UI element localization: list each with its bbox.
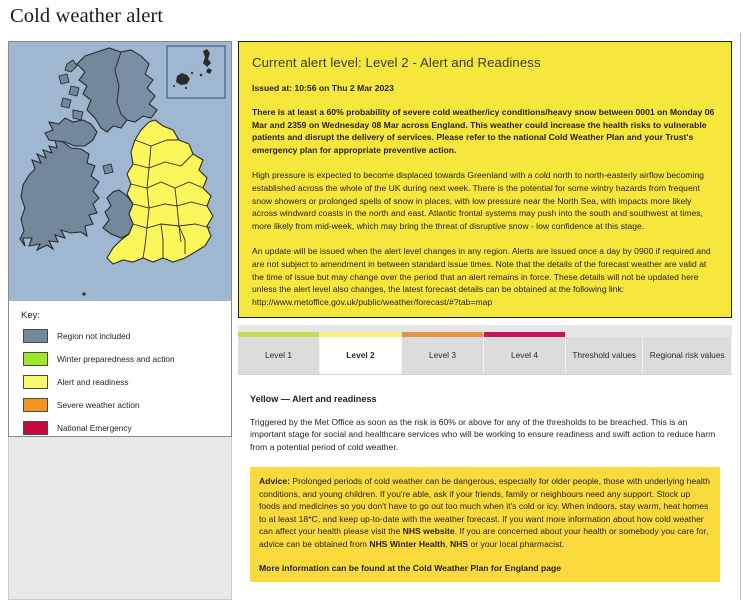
- alert-probability-paragraph: There is at least a 60% probability of severe cold weather/icy conditions/heavy snow between 0001 on Monday 06 Mar and 2359 on Wednesday 08 Mar across England. This weather could increase the health risks to vulnerable patients and disrupt the delivery of services. Please refer to the national Cold Weather Plan and your Trust's emergency plan for appropriate preventive action.: [252, 107, 715, 155]
- key-label-region-not-included: Region not included: [57, 330, 131, 341]
- tab-accent-level-1: [238, 332, 319, 337]
- advice-body-1: Prolonged periods of cold weather can be dangerous, especially for older people, those with underlying health conditions, and young children. If you're able, ask if your friends, family or neighbours need any support. Stock up foods and medicines so you don't have to go out too much when it's cold or icy. When indoors, stay warm, heat homes to at least 18*C, and keep up-to-date with the weather forecast. If you want more information about how cold weather can affect your health please visit the: [259, 476, 710, 537]
- app-frame: [0, 33, 748, 600]
- advice-text: [259, 475, 710, 550]
- key-item-severe-weather-action: [9, 396, 231, 413]
- level-detail-heading: Yellow — Alert and readiness: [250, 394, 377, 404]
- tab-accent-level-4: [484, 332, 565, 337]
- window-right-edge: [740, 33, 748, 600]
- key-item-winter-preparedness: [9, 350, 231, 367]
- tab-level-4[interactable]: [484, 337, 566, 374]
- tab-regional-risk-values[interactable]: [643, 337, 732, 374]
- alert-forecast-paragraph: High pressure is expected to become displaced towards Greenland with a cold north to north-easterly airflow becoming established across the whole of the UK during next week. There is the potential for some wintry hazards from frequent snow showers or prolonged spells of snow in places, with low pressure near the North Sea, with impacts more likely across windward coasts in the north and east. Atlantic frontal systems may push into the south and southwest at times, more likely from mid-week, which may bring the threat of disruptive snow - low confidence at this stage.: [252, 170, 704, 231]
- tab-label-threshold-values: Threshold values: [572, 350, 637, 360]
- key-item-national-emergency: [9, 419, 231, 436]
- nhs-winter-health-link[interactable]: NHS Winter Health: [369, 538, 446, 549]
- tab-threshold-values[interactable]: [566, 337, 643, 374]
- advice-body-4: or your local pharmacist.: [468, 538, 565, 549]
- alert-level-tabs: [238, 337, 732, 374]
- tab-accent-level-2: [320, 332, 401, 337]
- tab-accent-level-3: [402, 332, 483, 337]
- map-key: [9, 301, 231, 436]
- cold-weather-plan-link[interactable]: More information can be found at the Cold Weather Plan for England page: [259, 563, 562, 574]
- map-and-key-panel: [8, 41, 232, 437]
- level-detail-body: Triggered by the Met Office as soon as the risk is 60% or above for any of the thresholds to be breached. This is an important stage for social and healthcare services who will be working to ensure readiness and swift action to reduce harm from a potential period of cold weather.: [250, 417, 716, 452]
- key-item-region-not-included: [9, 327, 231, 344]
- key-swatch-national-emergency: [23, 421, 48, 435]
- key-label-severe-weather-action: Severe weather action: [57, 399, 140, 410]
- left-column-filler: [8, 437, 232, 600]
- tab-label-regional-risk-values: Regional risk values: [649, 350, 725, 360]
- alert-issued-timestamp: Issued at: 10:56 on Thu 2 Mar 2023: [252, 83, 394, 93]
- advice-label: Advice:: [259, 476, 291, 487]
- nhs-website-link[interactable]: NHS website: [402, 526, 455, 537]
- key-label-alert-and-readiness: Alert and readiness: [57, 376, 129, 387]
- key-swatch-region-not-included: [23, 329, 48, 343]
- tab-label-level-1: Level 1: [264, 350, 292, 360]
- uk-alert-map-graphic: [9, 42, 231, 301]
- alert-update-paragraph: An update will be issued when the alert level changes in any region. Alerts are issued once a day by 0900 if required and are not subject to amendment in between standard issue times. Note that the details of the forecast weather are valid at the time of issue but may change over the period that an alert remains in force. These details will not be updated here unless the alert level also changes, the latest forecast details can be obtained at the following link: http://www.metoffice.gov.uk/public/weather/forecast/#?tab=map: [252, 246, 711, 307]
- current-alert-card: [238, 41, 732, 318]
- tab-label-level-4: Level 4: [510, 350, 538, 360]
- alert-level-tabs-region: [238, 325, 732, 374]
- nhs-link[interactable]: NHS: [449, 538, 469, 549]
- level-detail-section: [238, 374, 732, 600]
- advice-body-3: ,: [445, 538, 450, 549]
- key-swatch-severe-weather-action: [23, 398, 48, 412]
- key-swatch-winter-preparedness: [23, 352, 48, 366]
- advice-body-2: . If you are concerned about your health or somebody you care for, advice can be obtained from: [259, 526, 709, 549]
- tab-label-level-3: Level 3: [428, 350, 456, 360]
- current-alert-level-heading: Current alert level: Level 2 - Alert and Readiness: [252, 55, 541, 70]
- uk-alert-map[interactable]: [9, 42, 231, 301]
- key-title: Key:: [21, 310, 41, 321]
- tab-level-1[interactable]: [238, 337, 320, 374]
- tab-level-3[interactable]: [402, 337, 484, 374]
- tab-level-2[interactable]: [320, 337, 402, 374]
- tab-label-level-2: Level 2: [346, 350, 375, 360]
- page-title: Cold weather alert: [10, 5, 164, 27]
- key-swatch-alert-and-readiness: [23, 375, 48, 389]
- alert-detail-column: [238, 33, 740, 600]
- key-item-alert-and-readiness: [9, 373, 231, 390]
- advice-box: [250, 467, 720, 582]
- key-label-national-emergency: National Emergency: [57, 422, 132, 433]
- key-label-winter-preparedness: Winter preparedness and action: [57, 353, 175, 364]
